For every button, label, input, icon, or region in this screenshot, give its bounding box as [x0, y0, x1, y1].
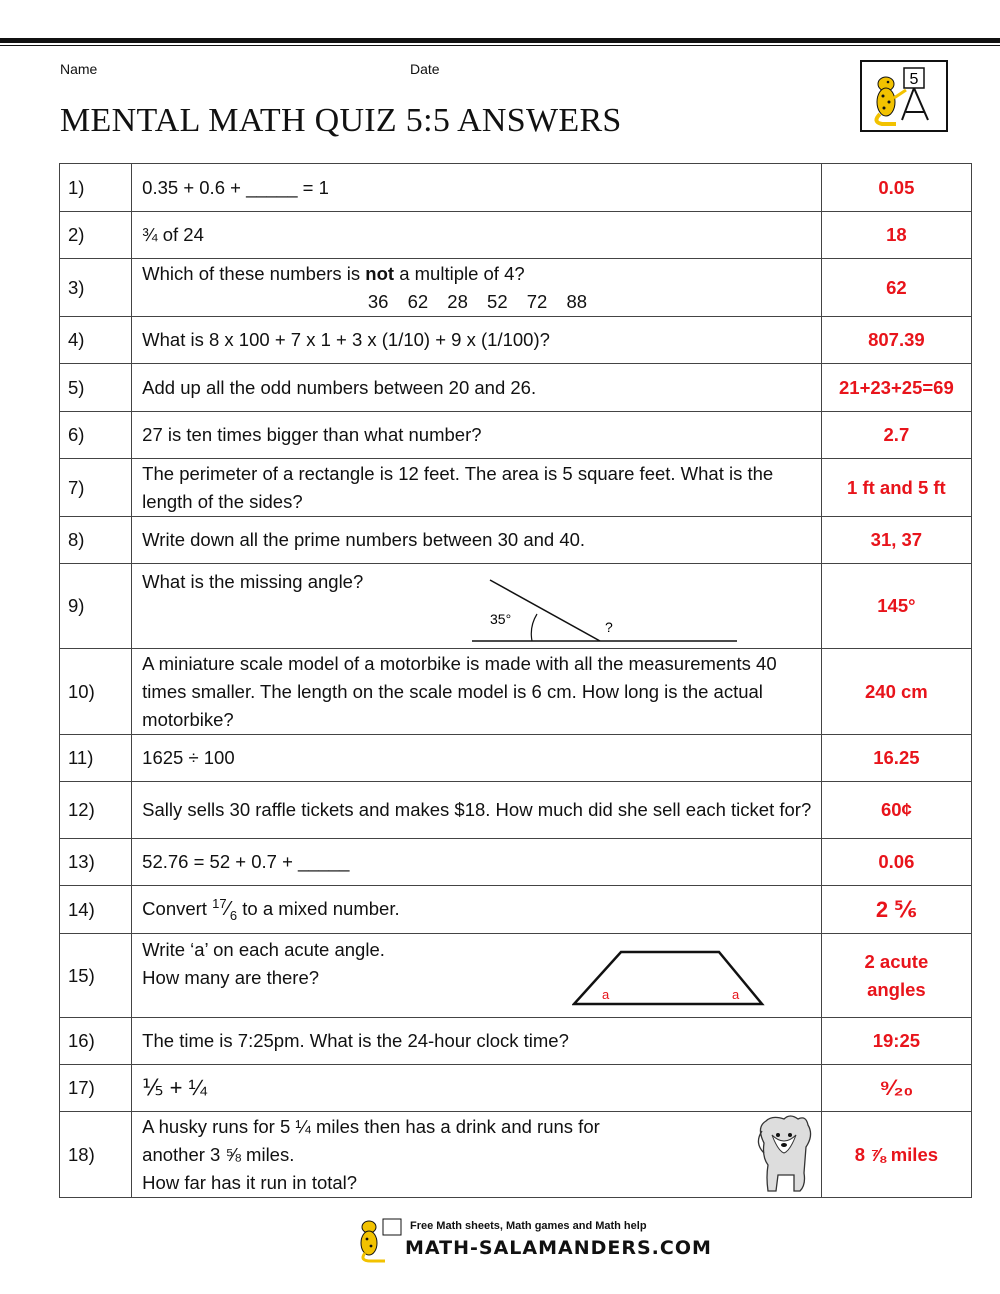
answer: 2 ⅚ [821, 886, 971, 934]
question-number: 18) [60, 1112, 132, 1198]
question-number: 9) [60, 564, 132, 649]
question-text: Sally sells 30 raffle tickets and makes $18. How much did she sell each ticket for? [132, 782, 822, 839]
question-text-pre: Convert [142, 897, 213, 919]
question-text: Write down all the prime numbers between 30 and 40. [132, 517, 822, 564]
question-row [60, 412, 972, 459]
answer: 1 ft and 5 ft [821, 459, 971, 517]
question-text: Add up all the odd numbers between 20 and 26. [132, 364, 822, 412]
question-row [60, 259, 972, 317]
answer: 19:25 [821, 1018, 971, 1065]
question-text-pre: Which of these numbers is [142, 262, 366, 284]
question-text: 0.35 + 0.6 + _____ = 1 [132, 164, 822, 212]
question-text-post: to a mixed number. [237, 897, 400, 919]
question-number: 16) [60, 1018, 132, 1065]
answer: 31, 37 [821, 517, 971, 564]
logo-badge-number: 5 [909, 71, 919, 88]
answer: 18 [821, 212, 971, 259]
answer: 2.7 [821, 412, 971, 459]
question-number: 7) [60, 459, 132, 517]
answer: 0.05 [821, 164, 971, 212]
date-label: Date [410, 61, 440, 77]
question-text: 52.76 = 52 + 0.7 + _____ [132, 839, 822, 886]
question-number: 6) [60, 412, 132, 459]
question-text-emphasis: not [365, 262, 395, 284]
question-text [132, 934, 822, 1018]
husky-icon [754, 1113, 816, 1197]
page-title: MENTAL MATH QUIZ 5:5 ANSWERS [60, 102, 622, 139]
question-text-line: What is the missing angle? [142, 571, 364, 592]
answer: 145° [821, 564, 971, 649]
question-row [60, 934, 972, 1018]
question-text: A miniature scale model of a motorbike is made with all the measurements 40 times smaller. The length on the scale model is 6 cm. How long is the actual motorbike? [132, 649, 822, 735]
question-row [60, 364, 972, 412]
answer: 60¢ [821, 782, 971, 839]
question-row [60, 564, 972, 649]
question-number: 13) [60, 839, 132, 886]
question-text-line: A husky runs for 5 ¼ miles then has a drink and runs for [142, 1115, 600, 1137]
question-text-line: How many are there? [142, 966, 320, 988]
answer: 16.25 [821, 735, 971, 782]
answer-line: 2 acute [864, 950, 929, 972]
top-rule [0, 38, 1000, 43]
question-row [60, 317, 972, 364]
acute-mark-left: a [602, 986, 610, 1002]
question-row [60, 735, 972, 782]
question-row [60, 164, 972, 212]
answer-line: angles [867, 978, 926, 1000]
salamander-icon [862, 62, 946, 130]
question-number: 3) [60, 259, 132, 317]
answer: ⁹⁄₂₀ [821, 1065, 971, 1112]
question-text-line: Write ‘a’ on each acute angle. [142, 938, 385, 960]
question-number: 1) [60, 164, 132, 212]
question-row [60, 886, 972, 934]
question-text [132, 259, 822, 317]
question-text: The perimeter of a rectangle is 12 feet. The area is 5 square feet. What is the length of the sides? [132, 459, 822, 517]
answer: 807.39 [821, 317, 971, 364]
salamander-logo [860, 60, 948, 132]
acute-mark-right: a [732, 986, 740, 1002]
question-row [60, 459, 972, 517]
answer: 0.06 [821, 839, 971, 886]
question-number: 5) [60, 364, 132, 412]
question-text-line: another 3 ⅝ miles. [142, 1143, 295, 1165]
question-number: 11) [60, 735, 132, 782]
angle-diagram [472, 574, 742, 644]
question-number: 8) [60, 517, 132, 564]
question-row [60, 1018, 972, 1065]
question-text: What is 8 x 100 + 7 x 1 + 3 x (1/10) + 9 x (1/100)? [132, 317, 822, 364]
question-number: 12) [60, 782, 132, 839]
question-row [60, 839, 972, 886]
question-row [60, 782, 972, 839]
unknown-angle-label: ? [605, 619, 613, 635]
answer: 240 cm [821, 649, 971, 735]
question-text-post: a multiple of 4? [394, 262, 525, 284]
question-text: 1625 ÷ 100 [132, 735, 822, 782]
question-text [132, 1112, 822, 1198]
question-number: 14) [60, 886, 132, 934]
question-row [60, 212, 972, 259]
question-row [60, 1065, 972, 1112]
question-number: 4) [60, 317, 132, 364]
trapezium-diagram [572, 946, 772, 1010]
question-text: ¾ of 24 [132, 212, 822, 259]
question-row [60, 649, 972, 735]
question-text: 27 is ten times bigger than what number? [132, 412, 822, 459]
quiz-table [59, 163, 972, 1198]
number-choices: 36 62 28 52 72 88 [367, 290, 588, 312]
answer: 8 ⅞ miles [821, 1112, 971, 1198]
question-text: The time is 7:25pm. What is the 24-hour clock time? [132, 1018, 822, 1065]
question-number: 2) [60, 212, 132, 259]
angle-label: 35° [490, 611, 512, 627]
question-text-line: How far has it run in total? [142, 1171, 358, 1193]
question-text [132, 564, 822, 649]
answer [821, 934, 971, 1018]
fraction-denominator: 6 [229, 907, 238, 923]
question-row [60, 517, 972, 564]
question-text: ⅕ + ¼ [132, 1065, 822, 1112]
top-rule-thin [0, 45, 1000, 46]
answer: 62 [821, 259, 971, 317]
fraction-numerator: 17 [212, 895, 227, 911]
name-label: Name [60, 61, 98, 77]
question-row [60, 1112, 972, 1198]
footer-site-link[interactable]: MATH-SALAMANDERS.COM [405, 1237, 712, 1259]
question-number: 15) [60, 934, 132, 1018]
question-number: 10) [60, 649, 132, 735]
question-text: Convert $^{17}⁄_6$ to a mixed number. [132, 886, 822, 934]
footer-salamander-icon [355, 1215, 405, 1263]
answer: 21+23+25=69 [821, 364, 971, 412]
footer-tagline: Free Math sheets, Math games and Math help [410, 1220, 647, 1232]
question-number: 17) [60, 1065, 132, 1112]
